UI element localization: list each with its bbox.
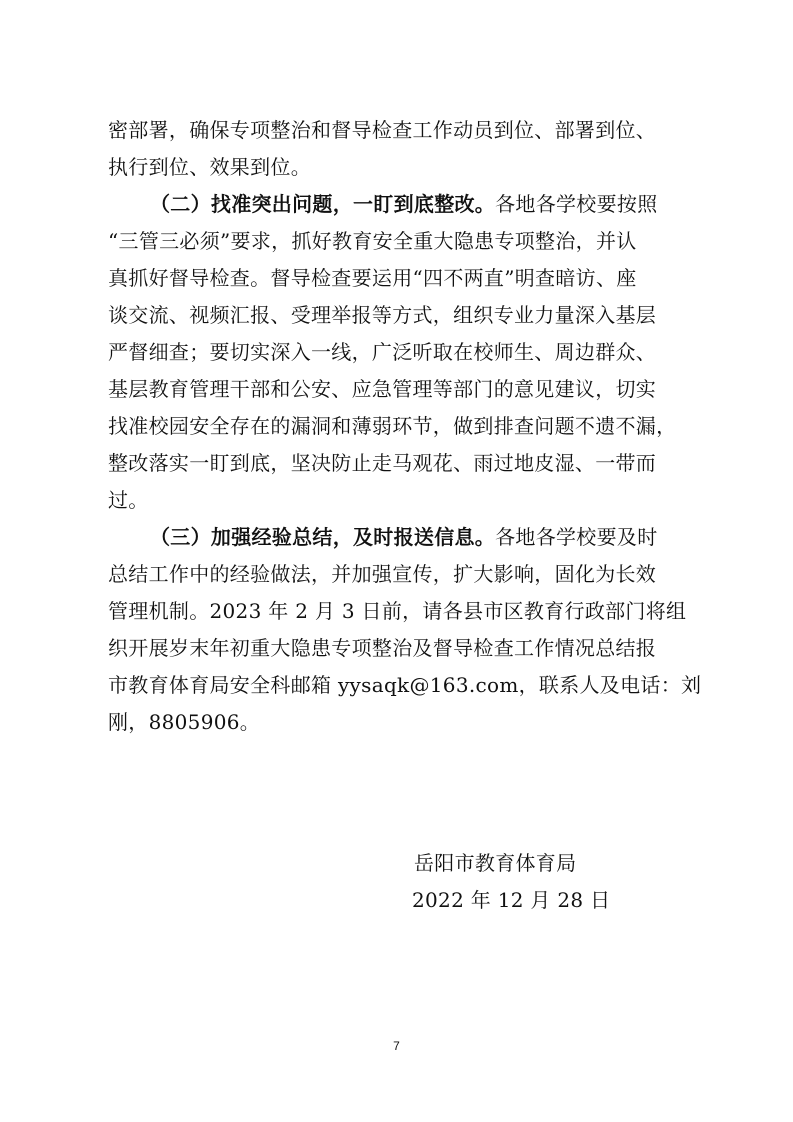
paragraph-2-line-2: “三管三必须”要求，抓好教育安全重大隐患专项整治，并认 bbox=[108, 229, 637, 253]
paragraph-1-line-2: 执行到位、效果到位。 bbox=[108, 155, 311, 179]
signature-organization: 岳阳市教育体育局 bbox=[414, 851, 577, 875]
paragraph-1-line-1: 密部署，确保专项整治和督导检查工作动员到位、部署到位、 bbox=[108, 118, 657, 142]
page-number: 7 bbox=[393, 1039, 400, 1053]
paragraph-2-line-1 bbox=[150, 187, 690, 221]
paragraph-2-line-9: 过。 bbox=[108, 488, 149, 512]
paragraph-3-line-5: 市教育体育局安全科邮箱 yysaqk@163.com，联系人及电话：刘 bbox=[108, 673, 702, 697]
paragraph-3-line-2: 总结工作中的经验做法，并加强宣传，扩大影响，固化为长效 bbox=[108, 562, 657, 586]
paragraph-2-line-6: 基层教育管理干部和公安、应急管理等部门的意见建议，切实 bbox=[108, 377, 657, 401]
section-heading-3: （三）加强经验总结，及时报送信息。 bbox=[150, 525, 496, 549]
signature-date: 2022 年 12 月 28 日 bbox=[412, 888, 611, 912]
paragraph-2-line-5: 严督细查；要切实深入一线，广泛听取在校师生、周边群众、 bbox=[108, 340, 657, 364]
paragraph-2-first-line-text: 各地各学校要按照 bbox=[495, 192, 658, 216]
paragraph-2-line-7: 找准校园安全存在的漏洞和薄弱环节，做到排查问题不遗不漏， bbox=[108, 414, 677, 438]
paragraph-3-first-line-text: 各地各学校要及时 bbox=[495, 525, 658, 549]
section-heading-2: （二）找准突出问题，一盯到底整改。 bbox=[150, 192, 496, 216]
paragraph-2-line-3: 真抓好督导检查。督导检查要运用“四不两直”明查暗访、座 bbox=[108, 266, 637, 290]
paragraph-3-line-6: 刚，8805906。 bbox=[108, 710, 261, 734]
paragraph-2-line-4: 谈交流、视频汇报、受理举报等方式，组织专业力量深入基层 bbox=[108, 303, 657, 327]
paragraph-3-line-1 bbox=[150, 520, 690, 554]
paragraph-2-line-8: 整改落实一盯到底，坚决防止走马观花、雨过地皮湿、一带而 bbox=[108, 451, 657, 475]
paragraph-3-line-3: 管理机制。2023 年 2 月 3 日前，请各县市区教育行政部门将组 bbox=[108, 599, 687, 623]
paragraph-3-line-4: 织开展岁末年初重大隐患专项整治及督导检查工作情况总结报 bbox=[108, 636, 657, 660]
